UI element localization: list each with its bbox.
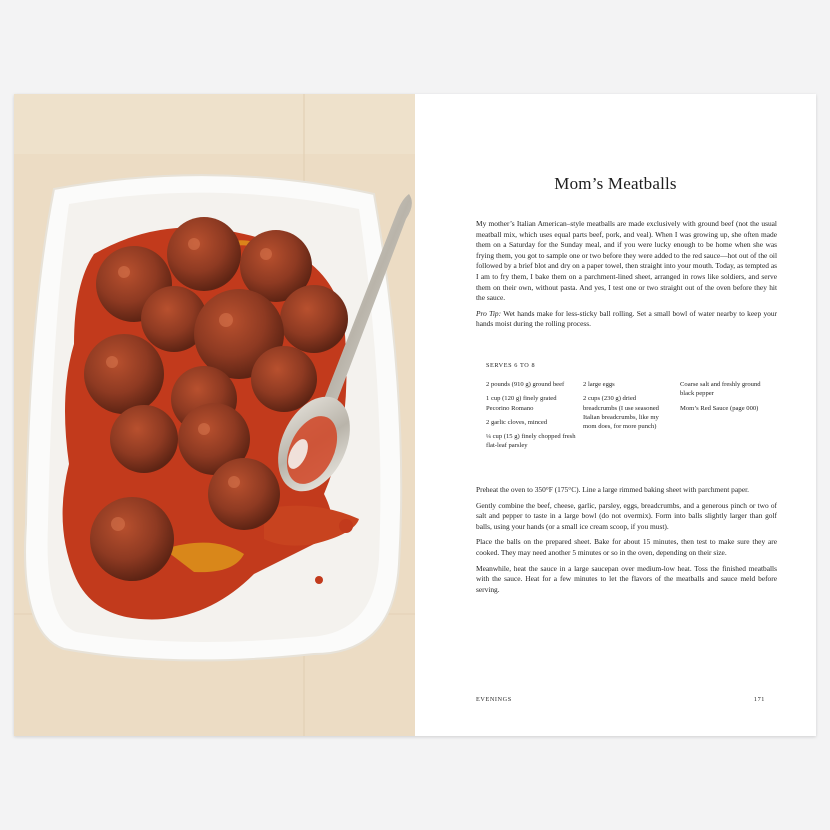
pro-tip — [476, 309, 777, 330]
ingredient: 1 cup (120 g) finely grated Pecorino Romano — [486, 395, 557, 412]
ingredient: 2 pounds (910 g) ground beef — [486, 381, 565, 388]
ingredient: Coarse salt and freshly ground black pepper — [680, 381, 761, 398]
meatballs-photo — [14, 94, 415, 736]
ingredient: 2 large eggs — [583, 381, 615, 388]
pro-tip-label: Pro Tip: — [476, 308, 502, 318]
recipe-page — [415, 94, 816, 736]
photo-illustration — [14, 94, 415, 736]
ingredients-column-3 — [680, 380, 770, 418]
page-number: 171 — [753, 696, 765, 703]
ingredient: 2 garlic cloves, minced — [486, 418, 548, 426]
intro-paragraph: My mother’s Italian American–style meatballs are made exclusively with ground beef (not the usual meatball mix, which uses equal parts beef, pork, and veal). When I was growing up, she often made them on a Saturday for the Sunday meal, and if you were lucky enough to be home when she was frying them, you got to sample one or two before they were added to the red sauce—hot out of the oil followed by a brief blot and dry on a paper towel, then straight into your mouth. Today, as tempted as I am to fry them, I bake them on a parchment-lined sheet, arranged in rows like soldiers, and serve them on their own, without pasta. And yes, I test one or two straight out of the oven before they hit the sauce. — [476, 219, 777, 303]
running-footer-section: EVENINGS — [476, 696, 512, 703]
recipe-title: Mom’s Meatballs — [554, 174, 677, 193]
recipe-method — [476, 485, 777, 600]
book-spread — [14, 94, 816, 736]
pro-tip-text: Wet hands make for less-sticky ball rolling. Set a small bowl of water nearby to keep your hands moist during the rolling process. — [476, 308, 777, 329]
ingredients-column-2 — [583, 380, 671, 436]
ingredients-column-1 — [486, 380, 576, 456]
ingredient: Mom’s Red Sauce (page 000) — [680, 404, 759, 412]
method-step: Gently combine the beef, cheese, garlic, parsley, eggs, breadcrumbs, and a generous pinch or two of salt and pepper to taste in a large bowl (do not overmix). Form into balls slightly larger than golf balls, using your hands (or a small ice cream scoop, if you must). — [476, 500, 777, 531]
recipe-intro — [476, 219, 777, 335]
ingredient: 2 cups (230 g) dried breadcrumbs (I use seasoned Italian breadcrumbs, like my mom does, for more punch) — [583, 395, 659, 431]
method-step: Meanwhile, heat the sauce in a large saucepan over medium-low heat. Toss the finished meatballs with the sauce. Heat for a few minutes to let the flavors of the meatballs and sauce meld before serving. — [476, 563, 777, 594]
ingredient: ¼ cup (15 g) finely chopped fresh flat-leaf parsley — [486, 433, 576, 450]
method-step: Preheat the oven to 350°F (175°C). Line a large rimmed baking sheet with parchment paper. — [476, 485, 749, 494]
method-step: Place the balls on the prepared sheet. Bake for about 15 minutes, then test to make sure they are cooked. They may need another 5 minutes or so in the oven, depending on their size. — [476, 537, 777, 557]
serves-label: SERVES 6 TO 8 — [486, 362, 536, 369]
